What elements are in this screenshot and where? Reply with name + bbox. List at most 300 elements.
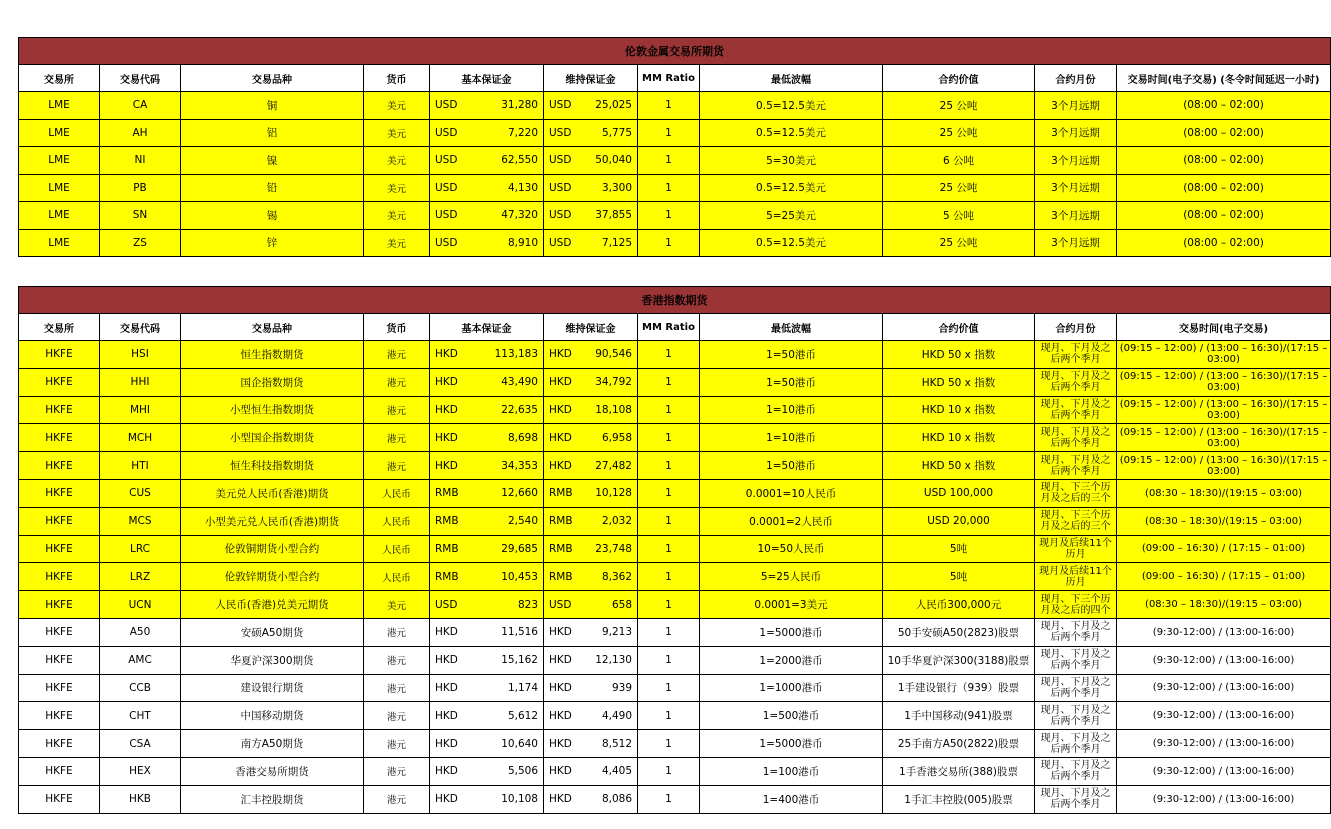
exchange-cell: HKFE bbox=[19, 507, 100, 535]
amount-currency: HKD bbox=[549, 681, 572, 694]
amount-value: 2,032 bbox=[601, 515, 632, 528]
tick-size-cell: 1=1000港币 bbox=[700, 674, 883, 702]
amount-wrap bbox=[430, 515, 543, 527]
base-margin-cell bbox=[430, 202, 544, 230]
amount-wrap bbox=[430, 793, 543, 805]
code-cell: HEX bbox=[100, 757, 181, 785]
amount-wrap bbox=[544, 348, 637, 360]
amount-wrap bbox=[544, 599, 637, 611]
code-cell: ZS bbox=[100, 229, 181, 257]
currency-cell: 港元 bbox=[364, 785, 430, 813]
amount-wrap bbox=[544, 654, 637, 666]
tick-size-cell: 1=100港币 bbox=[700, 757, 883, 785]
amount-value: 12,660 bbox=[501, 487, 538, 500]
amount-wrap bbox=[430, 682, 543, 694]
code-cell: MCH bbox=[100, 424, 181, 452]
amount-value: 50,040 bbox=[595, 154, 632, 167]
base-margin-cell bbox=[430, 119, 544, 147]
trading-hours-cell: (09:15 – 12:00) / (13:00 – 16:30)/(17:15 – 03:00) bbox=[1117, 452, 1331, 480]
amount-wrap bbox=[430, 127, 543, 139]
trading-hours-cell: (09:00 – 16:30) / (17:15 – 01:00) bbox=[1117, 563, 1331, 591]
product-cell: 锌 bbox=[181, 229, 364, 257]
column-header: 交易时间(电子交易) bbox=[1117, 314, 1331, 341]
amount-wrap bbox=[544, 543, 637, 555]
maintenance-margin-cell bbox=[544, 92, 638, 120]
trading-hours-cell: (09:00 – 16:30) / (17:15 – 01:00) bbox=[1117, 535, 1331, 563]
mm-ratio-cell: 1 bbox=[638, 92, 700, 120]
base-margin-cell bbox=[430, 618, 544, 646]
mm-ratio-cell: 1 bbox=[638, 229, 700, 257]
hk-index-futures-table bbox=[18, 286, 1331, 814]
contract-value-cell: HKD 10 x 指数 bbox=[883, 424, 1035, 452]
amount-wrap bbox=[544, 460, 637, 472]
trading-hours-cell: (9:30-12:00) / (13:00-16:00) bbox=[1117, 646, 1331, 674]
maintenance-margin-cell bbox=[544, 368, 638, 396]
amount-currency: RMB bbox=[435, 570, 459, 583]
amount-value: 3,300 bbox=[601, 181, 632, 194]
amount-currency: USD bbox=[549, 598, 572, 611]
amount-wrap bbox=[544, 376, 637, 388]
maintenance-margin-cell bbox=[544, 202, 638, 230]
column-header: 合约价值 bbox=[883, 65, 1035, 92]
amount-wrap bbox=[430, 376, 543, 388]
amount-wrap bbox=[430, 738, 543, 750]
mm-ratio-cell: 1 bbox=[638, 119, 700, 147]
amount-wrap bbox=[544, 571, 637, 583]
mm-ratio-cell: 1 bbox=[638, 702, 700, 730]
tick-size-cell: 0.5=12.5美元 bbox=[700, 229, 883, 257]
base-margin-cell bbox=[430, 563, 544, 591]
amount-currency: HKD bbox=[549, 459, 572, 472]
currency-cell: 人民币 bbox=[364, 507, 430, 535]
amount-value: 27,482 bbox=[595, 459, 632, 472]
code-cell: HKB bbox=[100, 785, 181, 813]
amount-value: 4,490 bbox=[601, 709, 632, 722]
mm-ratio-cell: 1 bbox=[638, 341, 700, 369]
amount-currency: HKD bbox=[435, 709, 458, 722]
column-header: 合约月份 bbox=[1035, 314, 1117, 341]
code-cell: MCS bbox=[100, 507, 181, 535]
trading-hours-cell: (9:30-12:00) / (13:00-16:00) bbox=[1117, 785, 1331, 813]
currency-cell: 港元 bbox=[364, 702, 430, 730]
base-margin-cell bbox=[430, 646, 544, 674]
tick-size-cell: 5=25人民币 bbox=[700, 563, 883, 591]
amount-wrap bbox=[430, 460, 543, 472]
trading-hours-cell: (08:00 – 02:00) bbox=[1117, 147, 1331, 175]
contract-month-cell: 现月、下月及之后两个季月 bbox=[1035, 785, 1117, 813]
base-margin-cell bbox=[430, 785, 544, 813]
contract-value-cell: 5吨 bbox=[883, 535, 1035, 563]
maintenance-margin-cell bbox=[544, 674, 638, 702]
contract-month-cell: 现月、下月及之后两个季月 bbox=[1035, 452, 1117, 480]
maintenance-margin-cell bbox=[544, 229, 638, 257]
contract-value-cell: 1手香港交易所(388)股票 bbox=[883, 757, 1035, 785]
amount-value: 11,516 bbox=[501, 626, 538, 639]
code-cell: A50 bbox=[100, 618, 181, 646]
amount-value: 10,453 bbox=[501, 570, 538, 583]
mm-ratio-cell: 1 bbox=[638, 202, 700, 230]
table-row bbox=[19, 507, 1331, 535]
currency-cell: 港元 bbox=[364, 368, 430, 396]
maintenance-margin-cell bbox=[544, 479, 638, 507]
product-cell: 汇丰控股期货 bbox=[181, 785, 364, 813]
amount-wrap bbox=[430, 432, 543, 444]
product-cell: 人民币(香港)兑美元期货 bbox=[181, 591, 364, 619]
code-cell: UCN bbox=[100, 591, 181, 619]
tick-size-cell: 1=50港币 bbox=[700, 341, 883, 369]
contract-value-cell: 6 公吨 bbox=[883, 147, 1035, 175]
currency-cell: 港元 bbox=[364, 341, 430, 369]
amount-currency: HKD bbox=[549, 626, 572, 639]
product-cell: 小型恒生指数期货 bbox=[181, 396, 364, 424]
mm-ratio-cell: 1 bbox=[638, 563, 700, 591]
mm-ratio-cell: 1 bbox=[638, 424, 700, 452]
amount-currency: USD bbox=[549, 99, 572, 112]
mm-ratio-cell: 1 bbox=[638, 646, 700, 674]
base-margin-cell bbox=[430, 424, 544, 452]
mm-ratio-cell: 1 bbox=[638, 535, 700, 563]
exchange-cell: HKFE bbox=[19, 757, 100, 785]
table-row bbox=[19, 396, 1331, 424]
amount-value: 22,635 bbox=[501, 403, 538, 416]
contract-month-cell: 现月、下月及之后两个季月 bbox=[1035, 646, 1117, 674]
maintenance-margin-cell bbox=[544, 563, 638, 591]
column-header: 维持保证金 bbox=[544, 314, 638, 341]
amount-currency: RMB bbox=[549, 570, 573, 583]
mm-ratio-cell: 1 bbox=[638, 507, 700, 535]
exchange-cell: HKFE bbox=[19, 618, 100, 646]
exchange-cell: HKFE bbox=[19, 785, 100, 813]
tick-size-cell: 5=25美元 bbox=[700, 202, 883, 230]
code-cell: HSI bbox=[100, 341, 181, 369]
amount-currency: HKD bbox=[435, 376, 458, 389]
tick-size-cell: 1=5000港币 bbox=[700, 730, 883, 758]
amount-wrap bbox=[544, 682, 637, 694]
base-margin-cell bbox=[430, 174, 544, 202]
amount-value: 34,353 bbox=[501, 459, 538, 472]
currency-cell: 美元 bbox=[364, 92, 430, 120]
trading-hours-cell: (9:30-12:00) / (13:00-16:00) bbox=[1117, 674, 1331, 702]
currency-cell: 美元 bbox=[364, 229, 430, 257]
table-row bbox=[19, 119, 1331, 147]
mm-ratio-cell: 1 bbox=[638, 757, 700, 785]
maintenance-margin-cell bbox=[544, 702, 638, 730]
amount-currency: USD bbox=[435, 126, 458, 139]
currency-cell: 人民币 bbox=[364, 535, 430, 563]
trading-hours-cell: (08:00 – 02:00) bbox=[1117, 229, 1331, 257]
amount-currency: RMB bbox=[549, 487, 573, 500]
amount-wrap bbox=[544, 127, 637, 139]
currency-cell: 美元 bbox=[364, 202, 430, 230]
amount-value: 8,698 bbox=[507, 431, 538, 444]
column-header: 交易品种 bbox=[181, 65, 364, 92]
exchange-cell: HKFE bbox=[19, 646, 100, 674]
code-cell: CHT bbox=[100, 702, 181, 730]
contract-month-cell: 现月、下月及之后两个季月 bbox=[1035, 674, 1117, 702]
amount-wrap bbox=[430, 237, 543, 249]
table-row bbox=[19, 202, 1331, 230]
amount-currency: USD bbox=[549, 209, 572, 222]
trading-hours-cell: (08:00 – 02:00) bbox=[1117, 119, 1331, 147]
amount-value: 2,540 bbox=[507, 515, 538, 528]
product-cell: 恒生指数期货 bbox=[181, 341, 364, 369]
tick-size-cell: 1=2000港币 bbox=[700, 646, 883, 674]
code-cell: SN bbox=[100, 202, 181, 230]
column-header: 基本保证金 bbox=[430, 65, 544, 92]
amount-value: 823 bbox=[517, 598, 538, 611]
amount-wrap bbox=[544, 99, 637, 111]
amount-value: 8,910 bbox=[507, 236, 538, 249]
amount-wrap bbox=[430, 626, 543, 638]
exchange-cell: HKFE bbox=[19, 674, 100, 702]
table-row bbox=[19, 730, 1331, 758]
amount-value: 15,162 bbox=[501, 654, 538, 667]
amount-value: 25,025 bbox=[595, 99, 632, 112]
contract-value-cell: HKD 50 x 指数 bbox=[883, 341, 1035, 369]
amount-value: 12,130 bbox=[595, 654, 632, 667]
amount-currency: HKD bbox=[435, 431, 458, 444]
amount-currency: USD bbox=[549, 181, 572, 194]
amount-currency: USD bbox=[435, 209, 458, 222]
amount-currency: HKD bbox=[549, 765, 572, 778]
table-row bbox=[19, 674, 1331, 702]
tick-size-cell: 1=10港币 bbox=[700, 424, 883, 452]
contract-month-cell: 3个月远期 bbox=[1035, 147, 1117, 175]
maintenance-margin-cell bbox=[544, 424, 638, 452]
currency-cell: 美元 bbox=[364, 147, 430, 175]
trading-hours-cell: (09:15 – 12:00) / (13:00 – 16:30)/(17:15 – 03:00) bbox=[1117, 341, 1331, 369]
trading-hours-cell: (08:00 – 02:00) bbox=[1117, 174, 1331, 202]
amount-value: 5,506 bbox=[507, 765, 538, 778]
amount-wrap bbox=[544, 432, 637, 444]
amount-wrap bbox=[430, 487, 543, 499]
maintenance-margin-cell bbox=[544, 119, 638, 147]
table-row bbox=[19, 479, 1331, 507]
table-row bbox=[19, 92, 1331, 120]
amount-currency: RMB bbox=[549, 515, 573, 528]
tick-size-cell: 1=50港币 bbox=[700, 452, 883, 480]
table-row bbox=[19, 341, 1331, 369]
trading-hours-cell: (08:30 – 18:30)/(19:15 – 03:00) bbox=[1117, 507, 1331, 535]
maintenance-margin-cell bbox=[544, 535, 638, 563]
exchange-cell: HKFE bbox=[19, 702, 100, 730]
amount-value: 7,220 bbox=[507, 126, 538, 139]
amount-currency: HKD bbox=[549, 431, 572, 444]
contract-month-cell: 现月及后续11个历月 bbox=[1035, 563, 1117, 591]
product-cell: 伦敦铜期货小型合约 bbox=[181, 535, 364, 563]
amount-value: 10,108 bbox=[501, 793, 538, 806]
mm-ratio-cell: 1 bbox=[638, 396, 700, 424]
product-cell: 镍 bbox=[181, 147, 364, 175]
contract-value-cell: 25 公吨 bbox=[883, 119, 1035, 147]
tick-size-cell: 0.5=12.5美元 bbox=[700, 174, 883, 202]
code-cell: AH bbox=[100, 119, 181, 147]
contract-month-cell: 现月、下三个历月及之后的三个 bbox=[1035, 479, 1117, 507]
amount-wrap bbox=[430, 404, 543, 416]
contract-month-cell: 3个月远期 bbox=[1035, 174, 1117, 202]
tick-size-cell: 1=5000港币 bbox=[700, 618, 883, 646]
base-margin-cell bbox=[430, 147, 544, 175]
trading-hours-cell: (09:15 – 12:00) / (13:00 – 16:30)/(17:15 – 03:00) bbox=[1117, 368, 1331, 396]
exchange-cell: HKFE bbox=[19, 563, 100, 591]
base-margin-cell bbox=[430, 229, 544, 257]
code-cell: CCB bbox=[100, 674, 181, 702]
amount-value: 6,958 bbox=[601, 431, 632, 444]
amount-wrap bbox=[544, 154, 637, 166]
contract-month-cell: 现月、下月及之后两个季月 bbox=[1035, 341, 1117, 369]
maintenance-margin-cell bbox=[544, 757, 638, 785]
tick-size-cell: 0.5=12.5美元 bbox=[700, 92, 883, 120]
contract-month-cell: 现月、下月及之后两个季月 bbox=[1035, 396, 1117, 424]
amount-value: 4,405 bbox=[601, 765, 632, 778]
amount-value: 8,512 bbox=[601, 737, 632, 750]
mm-ratio-cell: 1 bbox=[638, 618, 700, 646]
currency-cell: 人民币 bbox=[364, 479, 430, 507]
exchange-cell: HKFE bbox=[19, 535, 100, 563]
column-header: 交易所 bbox=[19, 65, 100, 92]
amount-value: 1,174 bbox=[507, 681, 538, 694]
contract-month-cell: 现月、下月及之后两个季月 bbox=[1035, 618, 1117, 646]
exchange-cell: HKFE bbox=[19, 452, 100, 480]
product-cell: 小型国企指数期货 bbox=[181, 424, 364, 452]
mm-ratio-cell: 1 bbox=[638, 368, 700, 396]
currency-cell: 美元 bbox=[364, 174, 430, 202]
mm-ratio-cell: 1 bbox=[638, 591, 700, 619]
column-header: MM Ratio bbox=[638, 314, 700, 341]
amount-wrap bbox=[544, 182, 637, 194]
exchange-cell: HKFE bbox=[19, 396, 100, 424]
amount-currency: HKD bbox=[435, 793, 458, 806]
trading-hours-cell: (08:30 – 18:30)/(19:15 – 03:00) bbox=[1117, 591, 1331, 619]
amount-currency: USD bbox=[435, 598, 458, 611]
product-cell: 安硕A50期货 bbox=[181, 618, 364, 646]
code-cell: NI bbox=[100, 147, 181, 175]
tick-size-cell: 5=30美元 bbox=[700, 147, 883, 175]
amount-value: 37,855 bbox=[595, 209, 632, 222]
code-cell: AMC bbox=[100, 646, 181, 674]
column-header: MM Ratio bbox=[638, 65, 700, 92]
table-row bbox=[19, 646, 1331, 674]
amount-wrap bbox=[544, 710, 637, 722]
currency-cell: 港元 bbox=[364, 452, 430, 480]
table-row bbox=[19, 563, 1331, 591]
code-cell: LRC bbox=[100, 535, 181, 563]
code-cell: LRZ bbox=[100, 563, 181, 591]
mm-ratio-cell: 1 bbox=[638, 452, 700, 480]
amount-currency: RMB bbox=[549, 542, 573, 555]
product-cell: 铜 bbox=[181, 92, 364, 120]
product-cell: 香港交易所期货 bbox=[181, 757, 364, 785]
contract-month-cell: 现月、下三个历月及之后的三个 bbox=[1035, 507, 1117, 535]
currency-cell: 港元 bbox=[364, 618, 430, 646]
exchange-cell: LME bbox=[19, 229, 100, 257]
product-cell: 锡 bbox=[181, 202, 364, 230]
amount-value: 29,685 bbox=[501, 542, 538, 555]
contract-value-cell: 1手汇丰控股(005)股票 bbox=[883, 785, 1035, 813]
code-cell: HHI bbox=[100, 368, 181, 396]
base-margin-cell bbox=[430, 396, 544, 424]
base-margin-cell bbox=[430, 479, 544, 507]
trading-hours-cell: (09:15 – 12:00) / (13:00 – 16:30)/(17:15 – 03:00) bbox=[1117, 396, 1331, 424]
column-header: 交易品种 bbox=[181, 314, 364, 341]
code-cell: CSA bbox=[100, 730, 181, 758]
contract-value-cell: HKD 50 x 指数 bbox=[883, 368, 1035, 396]
base-margin-cell bbox=[430, 730, 544, 758]
column-header: 最低波幅 bbox=[700, 65, 883, 92]
amount-value: 4,130 bbox=[507, 181, 538, 194]
maintenance-margin-cell bbox=[544, 174, 638, 202]
column-header: 交易代码 bbox=[100, 65, 181, 92]
trading-hours-cell: (9:30-12:00) / (13:00-16:00) bbox=[1117, 702, 1331, 730]
column-header: 交易时间(电子交易) (冬令时间延迟一小时) bbox=[1117, 65, 1331, 92]
amount-value: 9,213 bbox=[601, 626, 632, 639]
contract-month-cell: 现月、下月及之后两个季月 bbox=[1035, 702, 1117, 730]
amount-wrap bbox=[430, 765, 543, 777]
amount-value: 10,128 bbox=[595, 487, 632, 500]
contract-value-cell: HKD 10 x 指数 bbox=[883, 396, 1035, 424]
amount-wrap bbox=[430, 154, 543, 166]
amount-wrap bbox=[544, 793, 637, 805]
maintenance-margin-cell bbox=[544, 147, 638, 175]
amount-value: 62,550 bbox=[501, 154, 538, 167]
product-cell: 铝 bbox=[181, 119, 364, 147]
contract-month-cell: 现月、下月及之后两个季月 bbox=[1035, 424, 1117, 452]
table-row bbox=[19, 535, 1331, 563]
amount-wrap bbox=[544, 404, 637, 416]
amount-value: 5,775 bbox=[601, 126, 632, 139]
amount-wrap bbox=[544, 765, 637, 777]
mm-ratio-cell: 1 bbox=[638, 785, 700, 813]
maintenance-margin-cell bbox=[544, 507, 638, 535]
table-row bbox=[19, 452, 1331, 480]
amount-value: 23,748 bbox=[595, 542, 632, 555]
lme-table-title: 伦敦金属交易所期货 bbox=[19, 38, 1331, 65]
amount-value: 7,125 bbox=[601, 236, 632, 249]
tick-size-cell: 1=10港币 bbox=[700, 396, 883, 424]
column-header: 最低波幅 bbox=[700, 314, 883, 341]
column-header: 货币 bbox=[364, 314, 430, 341]
trading-hours-cell: (9:30-12:00) / (13:00-16:00) bbox=[1117, 730, 1331, 758]
table-row bbox=[19, 368, 1331, 396]
amount-wrap bbox=[430, 348, 543, 360]
exchange-cell: LME bbox=[19, 202, 100, 230]
tick-size-cell: 1=500港币 bbox=[700, 702, 883, 730]
currency-cell: 港元 bbox=[364, 730, 430, 758]
contract-value-cell: HKD 50 x 指数 bbox=[883, 452, 1035, 480]
trading-hours-cell: (9:30-12:00) / (13:00-16:00) bbox=[1117, 618, 1331, 646]
contract-value-cell: USD 100,000 bbox=[883, 479, 1035, 507]
contract-month-cell: 现月及后续11个历月 bbox=[1035, 535, 1117, 563]
base-margin-cell bbox=[430, 92, 544, 120]
product-cell: 中国移动期货 bbox=[181, 702, 364, 730]
amount-wrap bbox=[544, 515, 637, 527]
contract-value-cell: 25 公吨 bbox=[883, 229, 1035, 257]
contract-value-cell: 50手安硕A50(2823)股票 bbox=[883, 618, 1035, 646]
product-cell: 伦敦锌期货小型合约 bbox=[181, 563, 364, 591]
amount-wrap bbox=[544, 738, 637, 750]
currency-cell: 美元 bbox=[364, 119, 430, 147]
contract-month-cell: 3个月远期 bbox=[1035, 119, 1117, 147]
mm-ratio-cell: 1 bbox=[638, 730, 700, 758]
amount-wrap bbox=[430, 543, 543, 555]
contract-month-cell: 3个月远期 bbox=[1035, 92, 1117, 120]
mm-ratio-cell: 1 bbox=[638, 479, 700, 507]
product-cell: 国企指数期货 bbox=[181, 368, 364, 396]
amount-currency: USD bbox=[549, 236, 572, 249]
code-cell: HTI bbox=[100, 452, 181, 480]
amount-currency: HKD bbox=[549, 654, 572, 667]
contract-value-cell: 25 公吨 bbox=[883, 92, 1035, 120]
